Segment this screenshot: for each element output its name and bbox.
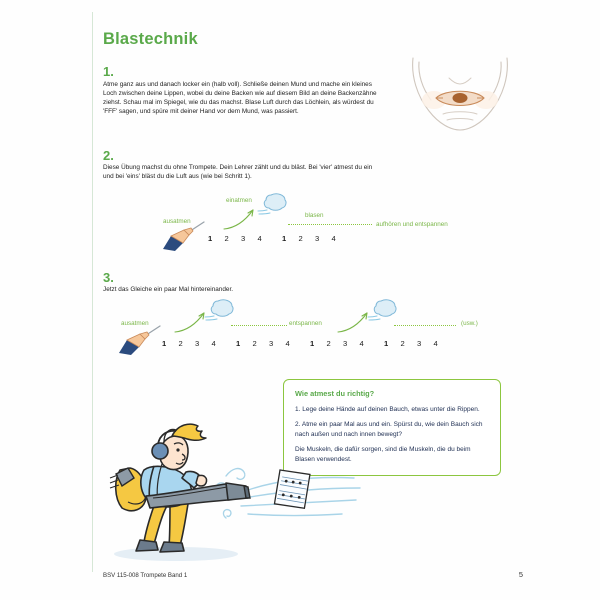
label-aufhoeren-und-entspannen: aufhören und entspannen [376,221,448,228]
count-cell: 3 [241,234,246,243]
breathing-diagram-step-3 [121,298,511,360]
step-1-number: 1. [103,64,114,79]
info-box-paragraph: 1. Lege deine Hände auf deinen Bauch, etwas unter die Rippen. [295,406,480,413]
air-puff-icon [369,298,399,320]
step-2-text: Diese Übung machst du ohne Trompete. Dein Lehrer zählt und du bläst. Bei 'vier' atmest du ein und bei 'eins' bläst du die Luft aus (wie bei Schritt 1). [103,164,373,181]
page-number: 5 [518,570,523,579]
count-cell: 4 [257,234,262,243]
label-blasen: blasen [305,212,324,219]
count-cell: 1 [208,234,213,243]
count-cell: 2 [298,234,303,243]
count-cell: 2 [326,339,331,348]
conductor-hand-baton-icon [162,221,208,251]
count-cell: 4 [433,339,438,348]
count-cell: 2 [178,339,183,348]
count-cell: 4 [359,339,364,348]
count-cell: 1 [282,234,287,243]
count-cell: 1 [162,339,167,348]
lips-embouchure-drawing [403,56,518,152]
count-cell: 3 [269,339,274,348]
count-cell: 1 [236,339,241,348]
step-1-text: Atme ganz aus und danach locker ein (halb voll). Schließe deinen Mund und mache ein kleines Loch zwischen deine Lippen, wobei du deine Backen wie auf diesem Bild an deine Backenzähne ziehst. Schau mal im Spiegel, wie du das machst. Blase Luft durch das Löchlein, als würdest du 'FFF' sagen, und spüre mit deiner Hand vor dem Mund, was passiert. [103,81,377,116]
count-cell: 3 [343,339,348,348]
blow-dotted-line [288,224,372,226]
page-title: Blastechnik [103,30,198,48]
count-cell: 3 [315,234,320,243]
step-3-text: Jetzt das Gleiche ein paar Mal hintereinander. [103,286,234,293]
label-usw: (usw.) [461,320,478,327]
count-cell: 1 [310,339,315,348]
count-row-step-2 [208,234,348,243]
count-cell: 2 [252,339,257,348]
inhale-arrow-icon [223,209,257,231]
label-ausatmen: ausatmen [163,218,191,225]
label-einatmen: einatmen [226,197,252,204]
step-2-number: 2. [103,148,114,163]
conductor-hand-baton-icon [118,325,164,355]
label-ausatmen: ausatmen [121,320,149,327]
step-3-number: 3. [103,270,114,285]
count-cell: 2 [400,339,405,348]
info-box-paragraph: 2. Atme ein paar Mal aus und ein. Spürst du, wie dein Bauch sich nach außen und nach innen bewegt? [295,421,483,438]
page-content [103,0,523,600]
count-cell: 3 [417,339,422,348]
breathing-diagram-step-2 [163,192,493,254]
blow-dotted-line [231,325,287,327]
info-box-paragraph: Die Muskeln, die dafür sorgen, sind die Muskeln, die du beim Blasen verwendest. [295,446,471,463]
inhale-arrow-icon [174,312,208,334]
count-cell: 1 [384,339,389,348]
count-cell: 3 [195,339,200,348]
count-cell: 2 [224,234,229,243]
boy-with-leaf-blower-illustration [98,418,378,568]
count-cell: 4 [285,339,290,348]
left-margin-rule [92,12,93,572]
label-entspannen: entspannen [289,320,322,327]
count-cell: 4 [211,339,216,348]
footer-book-reference: BSV 115-008 Trompete Band 1 [103,572,188,579]
info-box-title: Wie atmest du richtig? [295,389,375,398]
blow-dotted-line [394,325,456,327]
inhale-arrow-icon [337,312,371,334]
air-puff-icon [259,192,289,214]
music-sheet [271,466,314,512]
count-row-step-3 [162,339,450,348]
air-puff-icon [206,298,236,320]
count-cell: 4 [331,234,336,243]
